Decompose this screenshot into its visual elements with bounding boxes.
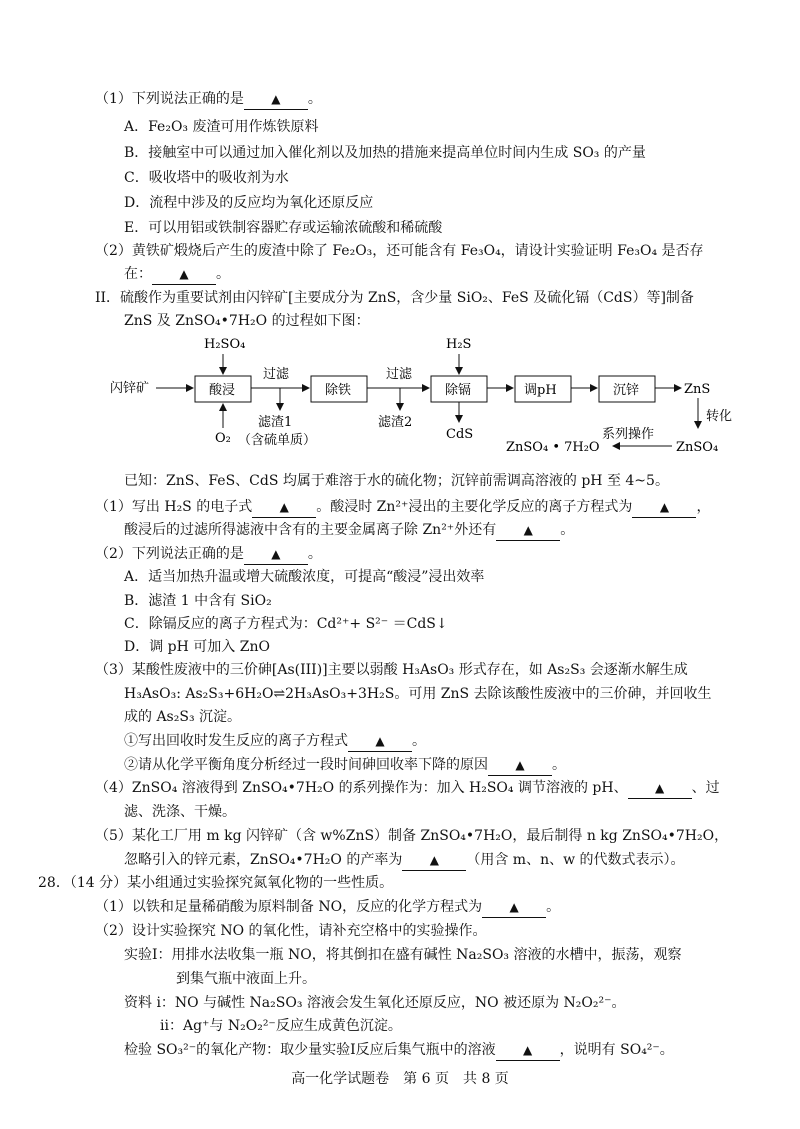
blank-mark-icon: ▲ [515,758,525,772]
line-text: 滤、洗涤、干燥。 [124,804,236,820]
line-text: D．调 pH 可加入 ZnO [124,639,270,655]
text-line [124,802,236,822]
line-text: D．流程中涉及的反应均为氧化还原反应 [124,195,374,211]
flow-residue2: 滤渣2 [378,415,413,430]
text-line [38,873,393,893]
line-text-after: 。 [216,266,230,282]
answer-blank[interactable] [402,850,466,871]
text-line [124,567,484,587]
line-text: 成的 As₂S₃ 沉淀。 [124,709,242,725]
line-text: ii：Ag⁺与 N₂O₂²⁻反应生成黄色沉淀。 [160,1018,402,1034]
answer-blank[interactable] [244,89,308,110]
flow-conversion: 转化 [706,409,733,424]
flow-step5: 沉锌 [613,383,640,398]
line-text: ①写出回收时发生反应的离子方程式 [124,733,348,749]
line-text-after: 。 [412,733,426,749]
line-text: B．滤渣 1 中含有 SiO₂ [124,593,272,609]
line-text: （3）某酸性废液中的三价砷[As(III)]主要以弱酸 H₃AsO₃ 形式存在，如 As₂S₃ 会逐渐水解生成 [95,662,688,678]
flow-product1: ZnS [684,382,711,397]
text-line [176,969,316,989]
flow-step1: 酸浸 [209,383,236,398]
line-text: （2）黄铁矿煅烧后产生的废渣中除了 Fe₂O₃，还可能含有 Fe₃O₄，请设计实验证明 Fe₃O₄ 是否存 [95,243,704,259]
line-text-after: 。 [560,522,575,538]
line-text-after: 。酸浸时 Zn²⁺浸出的主要化学反应的离子方程式为 [316,499,633,515]
blank-mark-icon: ▲ [271,547,281,561]
text-line [124,264,230,285]
blank-mark-icon: ▲ [375,734,385,748]
text-line [124,614,448,634]
blank-mark-icon: ▲ [659,500,670,514]
text-line [124,168,289,188]
line-text: ZnS 及 ZnSO₄•7H₂O 的过程如下图： [124,313,370,329]
blank-mark-icon: ▲ [523,523,533,537]
answer-blank[interactable] [632,497,696,518]
line-text: 忽略引入的锌元素，ZnSO₄•7H₂O 的产率为 [124,852,403,868]
line-text: B．接触室中可以通过加入催化剂以及加热的措施来提高单位时间内生成 SO₃ 的产量 [124,145,646,161]
line-text: A．Fe₂O₃ 废渣可用作炼铁原料 [124,119,319,135]
flow-product3: ZnSO₄ • 7H₂O [506,440,600,455]
blank-mark-icon: ▲ [279,500,289,514]
blank-mark-icon: ▲ [271,92,281,106]
line-text: （1）以铁和足量稀硝酸为原料制备 NO，反应的化学方程式为 [95,899,483,915]
line-text: E．可以用铝或铁制容器贮存或运输浓硫酸和稀硫酸 [124,220,443,236]
text-line [124,707,241,727]
answer-blank[interactable] [496,520,560,541]
line-text: （4）ZnSO₄ 溶液得到 ZnSO₄•7H₂O 的系列操作为：加入 H₂SO₄ 调节溶液的 pH、 [95,780,628,796]
text-line [95,921,487,941]
line-text: H₃AsO₃: As₂S₃+6H₂O⇌2H₃AsO₃+3H₂S。可用 ZnS 去除该酸性废液中的三价砷，并回收生 [124,686,712,702]
flow-residue1-note: （含硫单质） [238,433,317,448]
text-line [124,117,319,137]
line-text: （5）某化工厂用 m kg 闪锌矿（含 w%ZnS）制备 ZnSO₄•7H₂O，最后制得 n kg ZnSO₄•7H₂O， [95,828,729,844]
flow-op1: 过滤 [263,367,290,382]
blank-mark-icon: ▲ [429,853,439,867]
blank-mark-icon: ▲ [654,781,665,795]
answer-blank[interactable] [252,497,316,518]
line-text-after: 。 [307,546,322,562]
line-text-after: 。 [307,91,322,107]
line-text-after: 。 [552,757,566,773]
line-text: 酸浸后的过滤所得滤液中含有的主要金属离子除 Zn²⁺外还有 [124,522,497,538]
flow-step4: 调pH [524,383,557,398]
text-line [124,684,712,704]
flow-step2: 除铁 [325,383,352,398]
flow-reagent2: H₂S [446,337,472,352]
line-text: 28．（14 分）某小组通过实验探究氮氧化物的一些性质。 [38,875,394,891]
flow-residue1: 滤渣1 [258,415,293,430]
text-line [95,897,560,918]
line-text-after: ，说明有 SO₄²⁻。 [559,1042,674,1058]
flow-op2: 过滤 [386,367,413,382]
answer-blank[interactable] [628,778,692,799]
line-text: （2）设计实验探究 NO 的氧化性，请补充空格中的实验操作。 [95,923,487,939]
text-line [124,945,682,965]
line-text: 实验I：用排水法收集一瓶 NO，将其倒扣在盛有碱性 Na₂SO₃ 溶液的水槽中，振荡，观察 [124,947,682,963]
flow-residue3: CdS [446,427,474,442]
text-line [95,544,322,565]
line-text: C．吸收塔中的吸收剂为水 [124,170,289,186]
line-text: （2）下列说法正确的是 [95,546,244,562]
line-text-after: ， [696,499,711,515]
text-line [124,520,574,541]
line-text: C．除镉反应的离子方程式为：Cd²⁺+ S²⁻ ＝CdS↓ [124,616,448,632]
line-text: （1）下列说法正确的是 [95,91,244,107]
line-text-after: 、过 [691,780,720,796]
blank-mark-icon: ▲ [509,900,519,914]
line-text: （1）写出 H₂S 的电子式 [95,499,253,515]
answer-blank[interactable] [152,264,216,285]
text-line [124,143,646,163]
text-line [124,637,270,657]
line-text: 已知：ZnS、FeS、CdS 均属于难溶于水的硫化物；沉锌前需调高溶液的 pH 至 4~5。 [124,473,669,489]
answer-blank[interactable] [482,897,546,918]
text-line [124,1040,674,1061]
line-text-after: （用含 m、n、w 的代数式表示）。 [466,852,685,868]
text-line [160,1016,402,1036]
text-line [95,497,710,518]
line-text: 资料 i：NO 与碱性 Na₂SO₃ 溶液会发生氧化还原反应，NO 被还原为 N₂O₂²⁻。 [124,995,626,1011]
flow-step3: 除镉 [445,383,472,398]
flow-raw: 闪锌矿 [110,381,150,396]
blank-mark-icon: ▲ [179,267,189,281]
answer-blank[interactable] [244,544,308,565]
text-line [124,471,669,491]
flow-product2: ZnSO₄ [676,440,719,455]
page-footer: 高一化学试题卷 第 6 页 共 8 页 [291,1071,509,1087]
answer-blank[interactable] [488,755,552,776]
flow-op3: 系列操作 [602,427,655,442]
text-line [124,591,272,611]
text-line [124,218,442,238]
answer-blank[interactable] [348,731,412,752]
text-line [95,241,704,261]
line-text: 检验 SO₃²⁻的氧化产物：取少量实验I反应后集气瓶中的溶液 [124,1042,496,1058]
text-line [124,193,373,213]
text-line [124,850,685,871]
line-text: ②请从化学平衡角度分析经过一段时间砷回收率下降的原因 [124,757,488,773]
flow-reagent1: H₂SO₄ [204,337,246,352]
text-line [95,288,694,308]
line-text: A．适当加热升温或增大硫酸浓度，可提高“酸浸”浸出效率 [124,569,485,585]
line-text: 在： [124,266,152,282]
text-line [95,826,728,846]
blank-mark-icon: ▲ [523,1043,533,1057]
text-line [124,731,426,752]
text-line [124,755,566,776]
process-flow-diagram [110,330,750,460]
text-line [124,311,370,331]
line-text-after: 。 [546,899,561,915]
line-text: 到集气瓶中液面上升。 [176,971,316,987]
line-text: II．硫酸作为重要试剂由闪锌矿[主要成分为 ZnS，含少量 SiO₂、FeS 及硫化镉（CdS）等]制备 [95,290,694,306]
text-line [95,660,688,680]
text-line [95,778,720,799]
text-line [95,89,322,110]
answer-blank[interactable] [496,1040,560,1061]
text-line [124,993,625,1013]
flow-reagent1b: O₂ [215,431,231,446]
